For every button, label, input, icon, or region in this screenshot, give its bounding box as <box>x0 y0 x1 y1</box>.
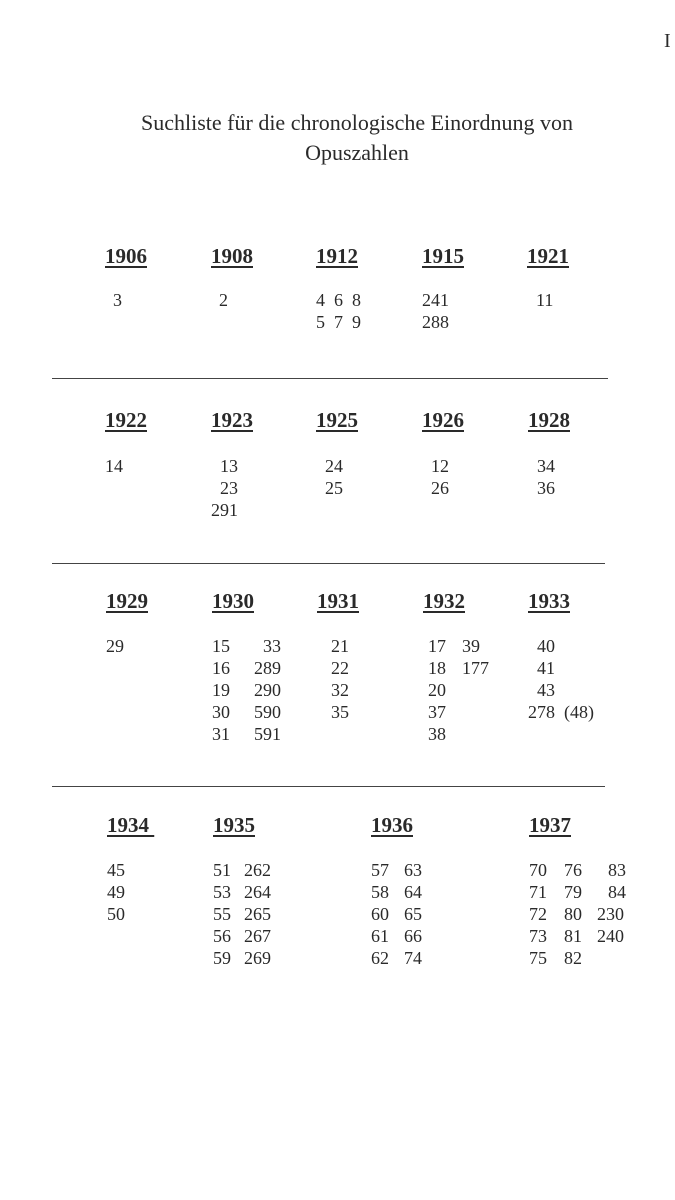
opus-number: 590 <box>254 702 281 722</box>
page-number: I <box>664 30 671 52</box>
year-heading: 1937 <box>529 813 571 837</box>
opus-number: 41 <box>537 658 555 678</box>
opus-number: 74 <box>404 948 422 968</box>
year-heading: 1923 <box>211 408 253 432</box>
opus-number: 60 <box>371 904 389 924</box>
opus-number: 35 <box>331 702 349 722</box>
opus-number: 15 <box>212 636 230 656</box>
opus-number: 3 <box>113 290 122 310</box>
opus-number: 24 <box>325 456 343 476</box>
year-heading: 1931 <box>317 589 359 613</box>
opus-number: 82 <box>564 948 582 968</box>
opus-number: 230 <box>597 904 624 924</box>
opus-number: 16 <box>212 658 230 678</box>
opus-number: 291 <box>211 500 238 520</box>
opus-number: 33 <box>263 636 281 656</box>
year-heading: 1922 <box>105 408 147 432</box>
opus-number: 79 <box>564 882 582 902</box>
opus-number: 264 <box>244 882 271 902</box>
opus-number: 290 <box>254 680 281 700</box>
opus-number: 21 <box>331 636 349 656</box>
opus-number: 13 <box>220 456 238 476</box>
opus-number: 49 <box>107 882 125 902</box>
opus-number: 57 <box>371 860 389 880</box>
opus-number: 25 <box>325 478 343 498</box>
opus-number: 38 <box>428 724 446 744</box>
opus-number: 43 <box>537 680 555 700</box>
opus-number: 269 <box>244 948 271 968</box>
opus-number: 65 <box>404 904 422 924</box>
opus-number: 62 <box>371 948 389 968</box>
opus-number: 72 <box>529 904 547 924</box>
opus-number: 20 <box>428 680 446 700</box>
opus-number: 31 <box>212 724 230 744</box>
year-heading: 1926 <box>422 408 464 432</box>
opus-number: 81 <box>564 926 582 946</box>
opus-number: 288 <box>422 312 449 332</box>
opus-number: 70 <box>529 860 547 880</box>
opus-number: 278 (48) <box>528 702 594 722</box>
opus-number: 40 <box>537 636 555 656</box>
year-heading: 1929 <box>106 589 148 613</box>
year-heading: 1933 <box>528 589 570 613</box>
opus-number: 73 <box>529 926 547 946</box>
year-heading: 1908 <box>211 244 253 268</box>
opus-number: 265 <box>244 904 271 924</box>
title-line-2: Opuszahlen <box>305 140 409 165</box>
opus-number: 5 7 9 <box>316 312 361 332</box>
opus-number: 58 <box>371 882 389 902</box>
title-line-1: Suchliste für die chronologische Einordnung von <box>141 110 573 135</box>
opus-number: 18 <box>428 658 446 678</box>
opus-number: 64 <box>404 882 422 902</box>
opus-number: 12 <box>431 456 449 476</box>
year-heading: 1930 <box>212 589 254 613</box>
opus-number: 34 <box>537 456 555 476</box>
opus-number: 241 <box>422 290 449 310</box>
opus-number: 19 <box>212 680 230 700</box>
opus-number: 50 <box>107 904 125 924</box>
opus-number: 56 <box>213 926 231 946</box>
opus-number: 23 <box>220 478 238 498</box>
opus-number: 26 <box>431 478 449 498</box>
opus-number: 39 <box>462 636 480 656</box>
opus-number: 177 <box>462 658 489 678</box>
opus-number: 83 <box>608 860 626 880</box>
opus-number: 59 <box>213 948 231 968</box>
opus-number: 11 <box>536 290 554 310</box>
opus-number: 80 <box>564 904 582 924</box>
opus-number: 53 <box>213 882 231 902</box>
opus-number: 37 <box>428 702 446 722</box>
year-heading: 1912 <box>316 244 358 268</box>
year-heading: 1906 <box>105 244 147 268</box>
opus-number: 32 <box>331 680 349 700</box>
opus-number: 75 <box>529 948 547 968</box>
opus-number: 76 <box>564 860 582 880</box>
opus-number: 51 <box>213 860 231 880</box>
divider <box>52 378 608 379</box>
year-heading: 1925 <box>316 408 358 432</box>
divider <box>52 563 605 564</box>
year-heading: 1936 <box>371 813 413 837</box>
opus-number: 84 <box>608 882 626 902</box>
opus-number: 4 6 8 <box>316 290 361 310</box>
opus-number: 45 <box>107 860 125 880</box>
opus-number: 267 <box>244 926 271 946</box>
year-heading: 1915 <box>422 244 464 268</box>
opus-number: 289 <box>254 658 281 678</box>
year-heading: 1928 <box>528 408 570 432</box>
year-heading: 1921 <box>527 244 569 268</box>
year-heading: 1934 <box>107 813 155 837</box>
opus-number: 66 <box>404 926 422 946</box>
opus-number: 591 <box>254 724 281 744</box>
opus-number: 2 <box>219 290 228 310</box>
opus-number: 22 <box>331 658 349 678</box>
opus-number: 262 <box>244 860 271 880</box>
opus-number: 29 <box>106 636 124 656</box>
opus-number: 61 <box>371 926 389 946</box>
year-heading: 1935 <box>213 813 255 837</box>
opus-number: 17 <box>428 636 446 656</box>
opus-number: 30 <box>212 702 230 722</box>
opus-number: 36 <box>537 478 555 498</box>
year-heading: 1932 <box>423 589 465 613</box>
opus-number: 63 <box>404 860 422 880</box>
opus-number: 240 <box>597 926 624 946</box>
divider <box>52 786 605 787</box>
opus-number: 71 <box>529 882 547 902</box>
opus-number: 55 <box>213 904 231 924</box>
opus-number: 14 <box>105 456 123 476</box>
